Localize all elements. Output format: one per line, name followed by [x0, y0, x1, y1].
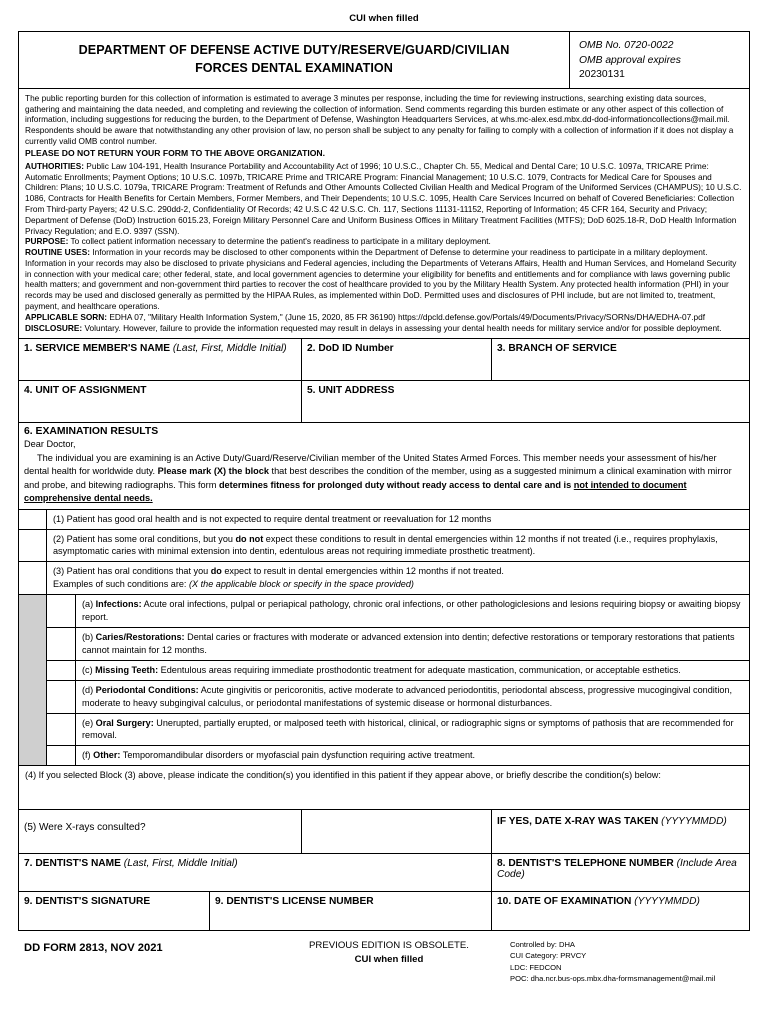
instructions-part1: The individual you are examining is an Active Duty/Guard/Reserve/Civilian member of the United States Armed Forces. This member needs your assessment of his/her dental health for worldwide duty.: [24, 453, 717, 477]
subitem-e-marker: (e): [82, 717, 96, 728]
field-8-label: 8. DENTIST'S TELEPHONE NUMBER: [497, 858, 674, 870]
field-7-label: 7. DENTIST'S NAME: [24, 858, 121, 870]
subitem-d-label: Periodontal Conditions:: [95, 684, 199, 695]
checkbox-option-1[interactable]: [19, 510, 47, 529]
omb-number: OMB No. 0720-0022: [579, 40, 674, 51]
form-container: [18, 31, 750, 931]
gray-spacer-column: [19, 595, 47, 765]
form-identifier: DD FORM 2813, NOV 2021: [24, 942, 163, 955]
checkbox-subitem-c[interactable]: [47, 661, 76, 680]
subitem-b-body: Dental caries or fractures with moderate or advanced extension into dentin; defective restorations or temporary restorations that patients cannot maintain for 12 months.: [82, 631, 735, 655]
section-6: [19, 423, 749, 508]
subitem-d-marker: (d): [82, 684, 96, 695]
field-dentist-telephone[interactable]: [491, 854, 749, 891]
checkbox-subitem-d[interactable]: [47, 681, 76, 713]
field-9b-label: 9. DENTIST'S LICENSE NUMBER: [215, 896, 374, 908]
subitem-f-marker: (f): [82, 750, 94, 761]
form-title-line2: FORCES DENTAL EXAMINATION: [195, 60, 393, 75]
form-title: [19, 32, 569, 88]
omb-expires-date: 20230131: [579, 69, 625, 81]
field-service-member-name[interactable]: [19, 339, 301, 380]
subitem-e-text: [76, 714, 749, 746]
form-header: [19, 32, 749, 89]
field-xray-date[interactable]: [491, 810, 749, 853]
field-branch-of-service[interactable]: [491, 339, 749, 380]
subitem-d-body: Acute gingivitis or pericoronitis, active moderate to advanced periodontitis, periodontal abscess, progressive mucogingival condition, moderate to heavy subgingival calculus, or periodontal manifestations of systemic disease or hormonal disturbances.: [82, 684, 732, 708]
instructions-underline: not intended to document comprehensive dental needs.: [24, 479, 687, 503]
row-signature: [19, 892, 749, 930]
purpose-label: PURPOSE:: [25, 236, 69, 247]
subitem-d-text: [76, 681, 749, 713]
cui-banner-top: CUI when filled: [349, 13, 419, 24]
applicable-sorn-label: APPLICABLE SORN:: [25, 311, 108, 322]
previous-edition-notice: [274, 939, 504, 967]
subitem-b-label: Caries/Restorations:: [95, 631, 185, 642]
field-dentist-signature[interactable]: [19, 892, 209, 930]
instructions-bold2: determines fitness for prolonged duty without ready access to dental care and is: [218, 479, 574, 490]
field-dod-id-number[interactable]: [301, 339, 491, 380]
field-9a-label: 9. DENTIST'S SIGNATURE: [24, 896, 151, 908]
subitem-c-label: Missing Teeth:: [95, 664, 159, 675]
disclosure-label: DISCLOSURE:: [25, 322, 83, 333]
option-3-pre: (3) Patient has oral conditions that you: [53, 566, 211, 577]
instructions-bold1: Please mark (X) the block: [157, 466, 269, 477]
subitem-a-marker: (a): [82, 599, 96, 610]
purpose-text: To collect patient information necessary to determine the patient's readiness to participate in a military deployment.: [68, 236, 491, 247]
privacy-act-statement: [19, 89, 749, 340]
checkbox-subitem-b[interactable]: [47, 628, 76, 660]
field-date-of-examination[interactable]: [491, 892, 749, 930]
subitem-f-text: [76, 746, 749, 765]
applicable-sorn-text: EDHA 07, "Military Health Information System," (June 15, 2020, 85 FR 36190) https://dpcld.defense.gov/Portals/49/Documents/Privacy/SORNs/DHA/EDHA-07.pdf: [107, 311, 706, 322]
subitem-e-label: Oral Surgery:: [95, 717, 154, 728]
item-5-label: (5) Were X-rays consulted?: [24, 822, 146, 834]
field-5-label: 5. UNIT ADDRESS: [307, 385, 395, 397]
field-dentist-license-number[interactable]: [209, 892, 491, 930]
item-4-label: (4) If you selected Block (3) above, please indicate the condition(s) you identified in this patient if they appear above, or briefly describe the condition(s) below:: [25, 770, 661, 781]
field-unit-of-assignment[interactable]: [19, 381, 301, 422]
subitem-c-body: Edentulous areas requiring immediate prosthodontic treatment for adequate mastication, communication, or acceptable esthetics.: [158, 664, 681, 675]
checkbox-option-2[interactable]: [19, 530, 47, 562]
option-3-examples-pre: Examples of such conditions are:: [53, 579, 189, 590]
form-footer: [18, 931, 750, 984]
checkbox-subitem-e[interactable]: [47, 714, 76, 746]
option-row-2[interactable]: [19, 530, 749, 563]
option-2-pre: (2) Patient has some oral conditions, but you: [53, 533, 236, 544]
xray-date-label: IF YES, DATE X-RAY WAS TAKEN: [497, 816, 659, 828]
subitem-f-body: Temporomandibular disorders or myofascial pain dysfunction requiring active treatment.: [120, 750, 476, 761]
field-unit-address[interactable]: [301, 381, 749, 422]
subitem-row-f[interactable]: [47, 746, 749, 765]
subitem-b-marker: (b): [82, 631, 96, 642]
field-xrays-consulted-value[interactable]: [301, 810, 491, 853]
instructions-part2: that best describes the condition of the member, using as a suggested minimum a clinical examination with mirror and probe, and bitewing radiographs. This form: [24, 466, 732, 490]
omb-expires-label: OMB approval expires: [579, 54, 681, 66]
subitem-a-label: Infections:: [95, 599, 142, 610]
subitems-container: [19, 595, 749, 765]
checkbox-subitem-a[interactable]: [47, 595, 76, 627]
authorities-block: [25, 161, 743, 236]
field-1-hint: (Last, First, Middle Initial): [172, 343, 287, 355]
field-3-label: 3. BRANCH OF SERVICE: [497, 343, 617, 355]
option-1-pre: (1) Patient has good oral health and is not expected to require dental treatment or reevaluation for 12 months: [53, 513, 492, 524]
option-3-text: [47, 562, 749, 594]
subitem-row-d[interactable]: [47, 681, 749, 714]
purpose-block: [25, 236, 743, 247]
field-2-label: 2. DoD ID Number: [307, 343, 394, 355]
cui-category: CUI Category: PRVCY: [510, 951, 587, 961]
section-6-title: 6. EXAMINATION RESULTS: [24, 426, 159, 438]
cui-markings: [504, 939, 750, 984]
previous-edition-text: PREVIOUS EDITION IS OBSOLETE.: [309, 940, 469, 952]
option-3-post: expect to result in dental emergencies within 12 months if not treated.: [221, 566, 504, 577]
item-4-conditions[interactable]: [19, 765, 749, 809]
xray-date-hint: (YYYYMMDD): [661, 816, 727, 828]
no-return-notice: PLEASE DO NOT RETURN YOUR FORM TO THE ABOVE ORGANIZATION.: [25, 147, 325, 158]
examination-options: [19, 509, 749, 766]
field-8-hint: (Include Area Code): [497, 858, 737, 881]
poc: POC: dha.ncr.bus-ops.mbx.dha-formsmanagement@mail.mil: [510, 973, 716, 983]
routine-uses-text: Information in your records may be disclosed to other components within the Department of Defense to determine your readiness to participate in a military deployment. Information in your records may also be disclosed to private physicians and Federal agencies, including the Departments of Veterans Affairs, Health and Human Services, and Homeland Security in connection with your medical care; other federal, state, and local government agencies to determine your eligibility for benefits and entitlements and for compliance with laws governing public health matters; and government and non-government third parties to recover the cost of healthcare provided to you by the Military Health System. Any protected health information (PHI) in your records may be used and disclosed generally as permitted by the HIPAA Rules, as implemented within DoD. Permitted uses and disclosures of PHI include, but are not limited to, treatment, payment, and healthcare operations.: [25, 247, 737, 311]
omb-info: [569, 32, 749, 88]
row-service-member: [19, 339, 749, 381]
field-dentist-name[interactable]: [19, 854, 491, 891]
subitem-rows: [47, 595, 749, 765]
field-10-hint: (YYYYMMDD): [634, 896, 700, 908]
option-2-text: [47, 530, 749, 562]
subitem-row-e[interactable]: [47, 714, 749, 747]
routine-uses-label: ROUTINE USES:: [25, 247, 90, 258]
field-xrays-consulted: [19, 810, 301, 853]
subitem-c-marker: (c): [82, 664, 96, 675]
field-10-label: 10. DATE OF EXAMINATION: [497, 896, 632, 908]
row-unit: [19, 381, 749, 423]
row-dentist-contact: [19, 854, 749, 892]
option-row-3[interactable]: [19, 562, 749, 595]
subitem-a-text: [76, 595, 749, 627]
applicable-sorn-block: [25, 312, 743, 323]
field-1-label: 1. SERVICE MEMBER'S NAME: [24, 343, 171, 355]
subitem-row-b[interactable]: [47, 628, 749, 661]
authorities-text: Public Law 104-191, Health Insurance Portability and Accountability Act of 1996; 10 U.S.C., Chapter Ch. 55, Medical and Dental Care; 10 U.S.C. 1097a, TRICARE Prime: Automatic Enrollments; Payment Options; 10 U.S.C. 1097b, TRICARE Prime and TRICARE Program: Financial Management; 10 U.S.C. 1079, Contracts for Medical Care for Spouses and Children: Plans; 10 U.S.C. 1079a, TRICARE Program: Treatment of Refunds and Other Amounts Collected Civilian Health and Medical Program of the Uniformed Services (CHAMPUS); 10 U.S.C. 1086, Contracts for Health Benefits for Certain Members, Former Members, and Their Dependents; 10 U.S.C. 1095, Health Care Services Incurred on behalf of Covered Beneficiaries: Collection From Third-party Payers; 42 U.S.C. 290dd-2, Confidentiality Of Records; 42 U.S.C 42 U.S.C. Ch. 117, Sections 11131-11152, Reporting of Information; 45 CFR 164, Security and Privacy; Department of Defense (DoD) Instruction 6015.23, Foreign Military Personnel Care and Uniform Business Offices in Military Treatment Facilities (MTFS); DoD 6025.18-R, DoD Health Information Privacy Regulation; and E.O. 9397 (SSN).: [25, 160, 742, 236]
form-title-line1: DEPARTMENT OF DEFENSE ACTIVE DUTY/RESERVE/GUARD/CIVILIAN: [78, 43, 510, 57]
checkbox-subitem-f[interactable]: [47, 746, 76, 765]
row-xray: [19, 809, 749, 854]
disclosure-text: Voluntary. However, failure to provide the information requested may result in delays in assessing your dental health needs for military service and/or for possible deployment.: [82, 322, 722, 333]
option-3-bold: do: [210, 566, 222, 577]
subitem-e-body: Unerupted, partially erupted, or malposed teeth with historical, clinical, or radiographic signs or symptoms of pathosis that are recommended for removal.: [82, 717, 734, 741]
option-row-1[interactable]: [19, 510, 749, 530]
subitem-b-text: [76, 628, 749, 660]
subitem-row-c[interactable]: [47, 661, 749, 681]
section-6-instructions: [24, 452, 744, 504]
burden-statement: The public reporting burden for this collection of information is estimated to average 3 minutes per response, including the time for reviewing instructions, searching existing data sources, gathering and maintaining the data needed, and completing and reviewing the collection of information. Send comments regarding this burden estimate or any other aspect of this collection of information, including suggestions for reducing the burden, to the Department of Defense, Washington Headquarters Services, at whs.mc-alex.esd.mbx.dd-dod-informationcollections@mail.mil. Respondents should be aware that notwithstanding any other provision of law, no person shall be subject to any penalty for failing to comply with a collection of information if it does not display a currently valid OMB control number.: [25, 92, 734, 146]
section-6-salutation: Dear Doctor,: [24, 439, 76, 450]
option-3-examples-italic: (X the applicable block or specify in the space provided): [188, 579, 414, 590]
option-2-post: expect these conditions to result in dental emergencies within 12 months if not treated (i.e., requires prophylaxis, asymptomatic caries with minimal extension into dentin, edentulous areas not requiring immediate prosthetic treatment).: [53, 533, 718, 557]
cui-banner-bottom: CUI when filled: [354, 954, 424, 966]
subitem-row-a[interactable]: [47, 595, 749, 628]
checkbox-option-3[interactable]: [19, 562, 47, 594]
controlled-by: Controlled by: DHA: [510, 940, 575, 950]
field-4-label: 4. UNIT OF ASSIGNMENT: [24, 385, 147, 397]
disclosure-block: [25, 323, 743, 334]
subitem-f-label: Other:: [93, 750, 121, 761]
subitem-c-text: [76, 661, 749, 680]
routine-uses-block: [25, 247, 743, 312]
option-1-text: [47, 510, 749, 529]
authorities-label: AUTHORITIES:: [25, 160, 84, 171]
subitem-a-body: Acute oral infections, pulpal or periapical pathology, chronic oral infections, or other pathologiclesions and lesions requiring biopsy or awaiting biopsy report.: [82, 599, 741, 623]
field-7-hint: (Last, First, Middle Initial): [123, 858, 238, 870]
option-2-bold: do not: [235, 533, 264, 544]
ldc: LDC: FEDCON: [510, 962, 562, 972]
